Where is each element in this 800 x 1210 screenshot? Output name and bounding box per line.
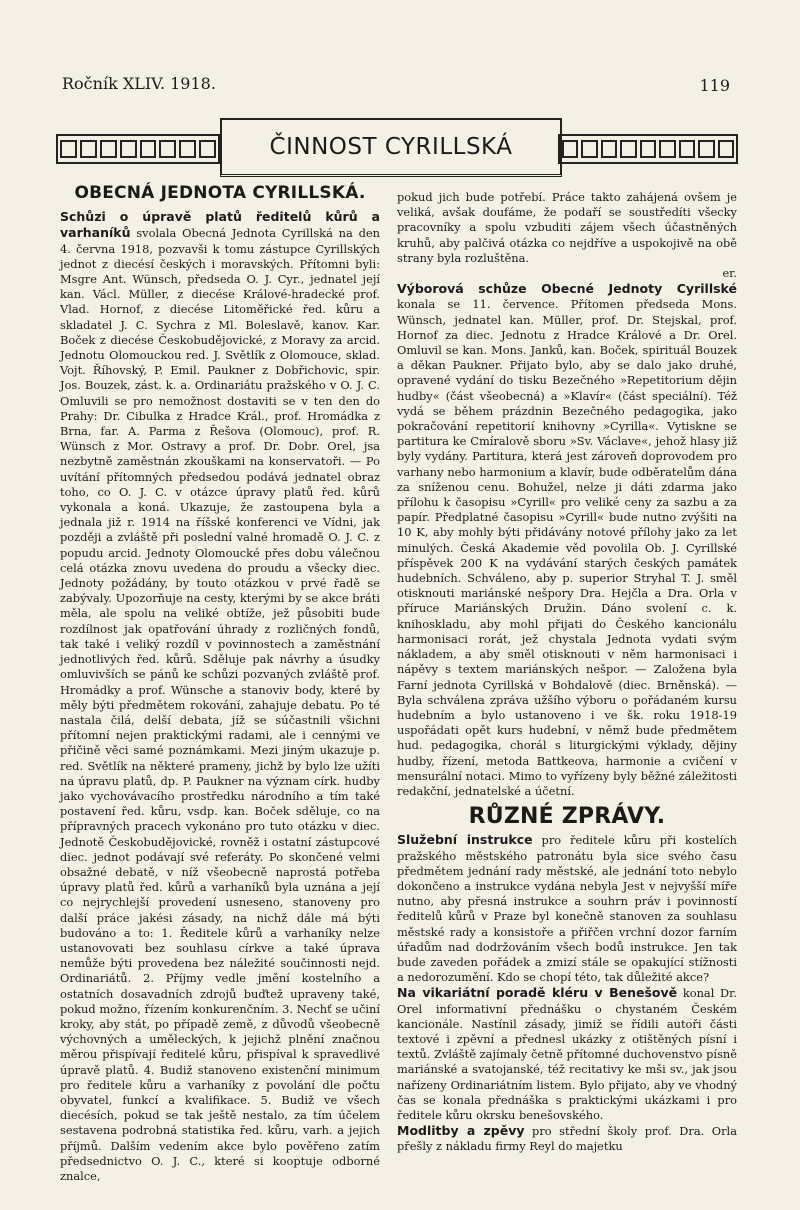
section-banner	[56, 118, 738, 174]
article-text: svolala Obecná Jednota Cyrillská na den 4. června 1918, pozvavši k tomu zástupce Cyrillských jednot z diecésí českých i moravských. Přítomni byli: Msgre Ant. Wünsch, předseda O. J. Cyr., jednatel její kan. Václ. Müller, z diecése Králové-hradecké prof. Vlad. Hornof, z diecése Litoměřické řed. kůru a skladatel J. C. Sychra z Ml. Boleslavě, kanov. Kar. Boček z diecése Českobudějovické, z Moravy za arcid. Jednotu Olomouckou red. J. Světlík z Olomouce, sklad. Vojt. Říhovský, P. Emil. Paukner z Dobřichovic, spir. Jos. Bouzek, zást. k. a. Ordinariátu pražského v O. J. C. Omluvili se pro nemožnost dostaviti se v ten den do Prahy: Dr. Cibulka z Hradce Král., prof. Hromádka z Brna, far. A. Parma z Řešova (Olomouc), prof. R. Wünsch z Mor. Ostravy a prof. Dr. Dobr. Orel, jsa nezbytně zaměstnán zkouškami na konservatoři. — Po uvítání přítomných předsedou podává jednatel obraz toho, co O. J. C. v otázce úpravy platů řed. kůrů vykonala a koná. Ukazuje, že zastoupena byla a jednala již r. 1914 na říšské konferenci ve Vídni, jak později a zvláště při poslední valné hromadě O. J. C. z popudu arcid. Jednoty Olomoucké přes dobu válečnou celá otázka znovu uvedena do proudu a všecky diec. Jednoty požádány, by touto otázkou v prvé řadě se zabývaly. Upozorňuje na cesty, kterými by se akce bráti měla, ale spolu na veliké obtíže, jež působiti bude rozdílnost jak opatřování úhrady z rozličných fondů, tak také i veliký rozdíl v povinnostech a zaměstnání jednotlivých řed. kůrů. Sděluje pak návrhy a úsudky omluvivších se pánů ke schůzi pozvaných zvláště prof. Hromádky a prof. Wünsche a stanoviv body, které by měly býti předmětem rokování, zahajuje debatu. Po té nastala čilá, delší debata, jíž se súčastnili všichni přítomní nejen praktickými radami, ale i cennými ve přičině věci samé poznámkami. Mezi jiným ukazuje p. red. Světlík na některé prameny, jichž by bylo lze užíti na úpravu platů, dp. P. Paukner na význam círk. hudby jako vychovávacího prostředku národního a tím také postavení řed. kůru, vsdp. kan. Boček sděluje, co na přípravných pracech vykonáno pro tuto otázku v diec. Jednotě Českobudějovické, rovněž i ostatní zástupcové diec. jednot podávají své referáty. Po skončené velmi obsažné debatě, v níž všeobecně naprostá potřeba úpravy platů řed. kůrů a varhaníků byla uznána a její co nejrychlejší provedení usneseno, stanoveny pro další práce jakési zásady, na nichž dále má býti budováno a to: 1. Ředitele kůrů a varhaníky nelze ustanovovati bez souhlasu církve a také úprava nemůže býti provedena bez náležité součinnosti nejd. Ordinariátů. 2. Příjmy vedle jmění kostelního a ostatních dosavadních zdrojů buďtež upraveny také, pokud možno, řízením konkurenčním. 3. Nechť se učiní kroky, aby stát, po případě země, z důvodů všeobecně výchovných a uměleckých, k jejichž plnění značnou měrou přispívají ředitelé kůru, přispíval k spravedlivé úpravě platů. 4. Budiž stanoveno existenční minimum pro ředitele kůru a varhaníky z povolání dle počtu obyvatel, funkcí a kvalifikace. 5. Budiž ve všech diecésích, pokud se tak ještě nestalo, za tím účelem sestavena podrobná statistika řed. kůru, varh. a jejich příjmů. Dalším vedením akce bylo pověřeno zatím předsednictvo O. J. C., které si kooptuje odborné znalce,	[60, 226, 380, 1183]
article-vicariate-meeting	[397, 985, 737, 1123]
author-signoff: er.	[722, 266, 737, 281]
article-prayers-songs	[397, 1123, 737, 1154]
article-text: konal Dr. Orel informativní přednášku o chystaném Českém kancionále. Nastínil zásady, jimiž se řídili autoři části textové i zpěvní a přednesl ukázky z otištěných písní i textů. Zvláště zajímaly četně přítomné duchovenstvo písně mariánské a svatojanské, též recitativy ke mši sv., jak jsou nařízeny Ordinariátním listem. Bylo přijato, aby ve vhodný čas se konala přednáška s praktickými ukázkami i pro ředitele kůru okrsku benešovského.	[397, 986, 737, 1122]
ornament-right	[558, 134, 738, 164]
heading-obecna-jednota: OBECNÁ JEDNOTA CYRILLSKÁ.	[74, 183, 366, 203]
article-lead: Schůzi o úpravě platů ředitelů kůrů a varhaníků	[60, 209, 380, 241]
right-column	[397, 190, 737, 1155]
article-text: pokud jich bude potřebí. Práce takto zahájená ovšem je veliká, avšak doufáme, že podaří se soustředíti všecky pracovníky a spolu vzbuditi zájem všech účastněných kruhů, aby palčivá otázka co nejdříve a uspokojivě na obě strany byla rozluštěna.	[397, 190, 737, 265]
article-committee-meeting	[397, 281, 737, 799]
article-lead: Výborová schůze Obecné Jednoty Cyrillské	[397, 281, 737, 297]
section-title: ČINNOST CYRILLSKÁ	[220, 118, 562, 177]
article-lead: Modlitby a zpěvy	[397, 1123, 525, 1139]
article-meeting-salaries	[60, 209, 380, 1184]
article-service-instruction	[397, 832, 737, 985]
ornament-left	[56, 134, 220, 164]
left-column	[60, 183, 380, 1184]
page-number: 119	[699, 76, 730, 95]
article-continuation	[397, 190, 737, 281]
article-text: pro střední školy prof. Dra. Orla přešly z nákladu firmy Reyl do majetku	[397, 1124, 737, 1154]
article-text: pro ředitele kůru při kostelích pražského městského patronátu byla sice svého času předmětem jednání rady městské, ale jednání toto nebylo dokončeno a instrukce vydána nebyla Jest v nejvyšší míře nutno, aby přesná instrukce a souhrn práv i povinností ředitelů kůrů v Praze byl konečně stanoven za souhlasu městské rady a konsistoře a přiřčen vrchní dozor farním úřadům nad dodržováním všech bodů instrukce. Jen tak bude zaveden pořádek a zmizí stále se opakující stížnosti a nedorozumění. Kdo se chopí této, tak důležité akce?	[397, 833, 737, 985]
article-lead: Služební instrukce	[397, 832, 533, 848]
article-lead: Na vikariátní poradě kléru v Benešově	[397, 985, 678, 1001]
article-text: konala se 11. července. Přítomen předseda Mons. Wünsch, jednatel kan. Müller, prof. Dr. Stejskal, prof. Hornof za diec. Jednotu z Hradce Králové a Dr. Orel. Omluvil se kan. Mons. Janků, kan. Boček, spirituál Bouzek a děkan Paukner. Přijato bylo, aby se dalo jako druhé, opravené vydání do tisku Bezečného »Repetitorium dějin hudby« (část všeobecná) a »Klavír« (část speciální). Též vydá se během prázdnin Bezečného pedagogika, jako pokračování repetitorií knihovny »Cyrilla«. Vytiskne se partitura ke Cmíralově sboru »Sv. Václave«, jehož hlasy již byly vydány. Partitura, která jest zároveň doprovodem pro varhany nebo harmonium a klavír, bude odběratelům dána za sníženou cenu. Bohužel, nelze ji dáti zdarma jako přílohu k časopisu »Cyrill« pro veliké ceny za sazbu a za papír. Předplatné časopisu »Cyrill« bude nutno zvýšiti na 10 K, aby mohly býti přidávány notové přílohy jako za let minulých. Česká Akademie věd povolila Ob. J. Cyrillské příspěvek 200 K na vydávání starých českých památek hudebních. Schváleno, aby p. superior Stryhal T. J. směl otisknouti mariánské nešpory Dra. Hejčla a Dra. Orla v příruce Mariánských Družin. Dáno svolení c. k. knihoskladu, aby mohl přijati do Českého kancionálu harmonisaci rorát, jež chystala Jednota vydati svým nákladem, a aby směl otisknouti v něm harmonisaci i nápěvy s textem mariánských nešpor. — Založena byla Farní jednota Cyrillská v Bohdalově (diec. Brněnská). — Byla schválena zpráva užšího výboru o pořádaném kursu hudebním a bylo ustanoveno i ve šk. roku 1918-19 uspořádati opět kurs hudební, v němž bude předmětem hud. pedagogika, chorál s liturgickými výklady, dějiny hudby, řízení, metoda Battkeova, harmonie a cvičení v mensurální notaci. Mimo to vyřízeny byly běžné záležitosti redakční, jednatelské a účetní.	[397, 297, 737, 798]
heading-ruzne-zpravy: RŮZNÉ ZPRÁVY.	[468, 804, 666, 830]
volume-header: Ročník XLIV. 1918.	[62, 74, 216, 93]
